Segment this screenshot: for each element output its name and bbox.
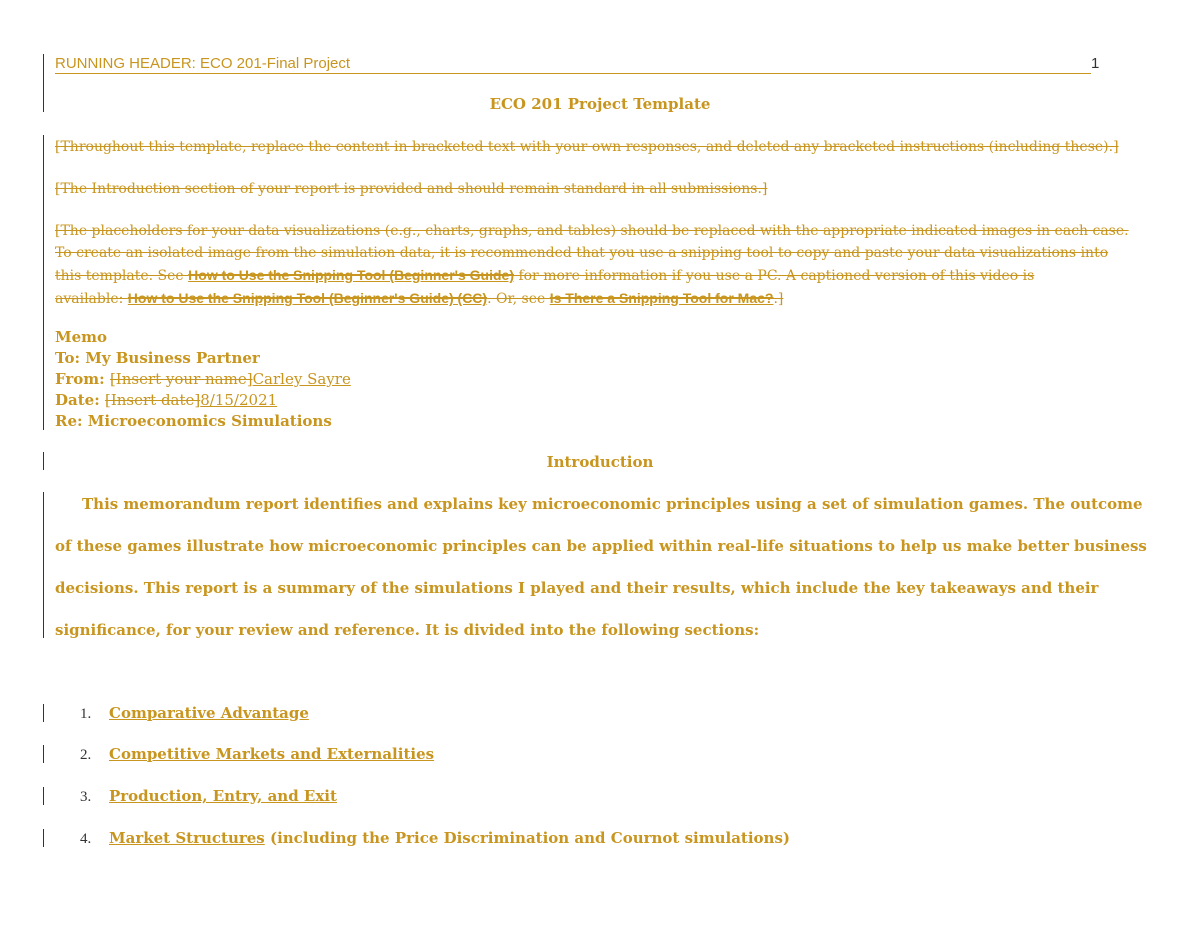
instruction-paragraph-2: [The Introduction section of your report is provided and should remain standard in all submissions.] [55, 181, 768, 197]
page-number: 1 [1091, 55, 1100, 72]
inserted-date: 8/15/2021 [200, 391, 278, 409]
introduction-paragraph: This memorandum report identifies and explains key microeconomic principles using a set of simulation games. The outcome of these games illustrate how microeconomic principles can be applied within real-life situations to help us make better business decisions. This report is a summary of the simulations I played and their results, which include the key takeaways and their significance, for your review and reference. It is divided into the following sections: [55, 495, 1147, 639]
memo-re: Re: Microeconomics Simulations [55, 412, 332, 430]
section-link-competitive-markets[interactable]: Competitive Markets and Externalities [109, 745, 435, 763]
memo-from: From: [Insert your name]Carley Sayre [55, 370, 351, 388]
instruction-text: this template. See [55, 268, 189, 284]
list-number: 4. [80, 831, 92, 847]
list-item-extra: (including the Price Discrimination and Cournot simulations) [264, 829, 790, 847]
change-bar [43, 704, 44, 722]
memo-date: Date: [Insert date]8/15/2021 [55, 391, 278, 409]
instruction-text: available: [55, 291, 128, 307]
instruction-line: [The placeholders for your data visualizations (e.g., charts, graphs, and tables) should be replaced with the appropriate indicated images in each case. [55, 223, 1129, 239]
change-bar [43, 492, 44, 638]
memo-heading: Memo [55, 328, 108, 346]
running-header: RUNNING HEADER: ECO 201-Final Project [55, 55, 1091, 74]
instruction-line [55, 264, 1129, 287]
section-link-market-structures[interactable]: Market Structures [109, 829, 265, 847]
list-number: 3. [80, 789, 92, 805]
snipping-tool-guide-cc-link[interactable]: How to Use the Snipping Tool (Beginner's Guide) (CC) [127, 290, 488, 306]
list-item [80, 829, 790, 848]
document-title: ECO 201 Project Template [489, 95, 711, 113]
list-number: 2. [80, 747, 92, 763]
list-item [80, 787, 337, 806]
change-bar [43, 745, 44, 763]
instruction-line: To create an isolated image from the simulation data, it is recommended that you use a snipping tool to copy and paste your data visualizations into [55, 245, 1109, 261]
inserted-name: Carley Sayre [252, 370, 351, 388]
snipping-tool-guide-link[interactable]: How to Use the Snipping Tool (Beginner's Guide) [188, 267, 514, 283]
list-item [80, 745, 434, 764]
snipping-tool-mac-link[interactable]: Is There a Snipping Tool for Mac? [549, 290, 774, 306]
change-bar [43, 135, 44, 430]
section-link-comparative-advantage[interactable]: Comparative Advantage [109, 704, 309, 722]
list-item [80, 704, 309, 723]
deleted-placeholder: [Insert date] [104, 391, 201, 409]
instruction-paragraph-3 [55, 220, 1129, 310]
change-bar [43, 787, 44, 805]
introduction-heading: Introduction [546, 453, 654, 471]
instruction-text: .] [773, 291, 784, 307]
memo-block [55, 327, 351, 432]
instruction-line [55, 287, 1129, 310]
instruction-text: for more information if you use a PC. A captioned version of this video is [514, 268, 1035, 284]
deleted-placeholder: [Insert your name] [109, 370, 253, 388]
instruction-text: . Or, see [487, 291, 550, 307]
list-number: 1. [80, 706, 92, 722]
change-bar [43, 829, 44, 847]
instruction-paragraph-1: [Throughout this template, replace the content in bracketed text with your own responses, and deleted any bracketed instructions (including these).] [55, 139, 1119, 155]
section-link-production-entry-exit[interactable]: Production, Entry, and Exit [109, 787, 337, 805]
memo-to: To: My Business Partner [55, 349, 260, 367]
